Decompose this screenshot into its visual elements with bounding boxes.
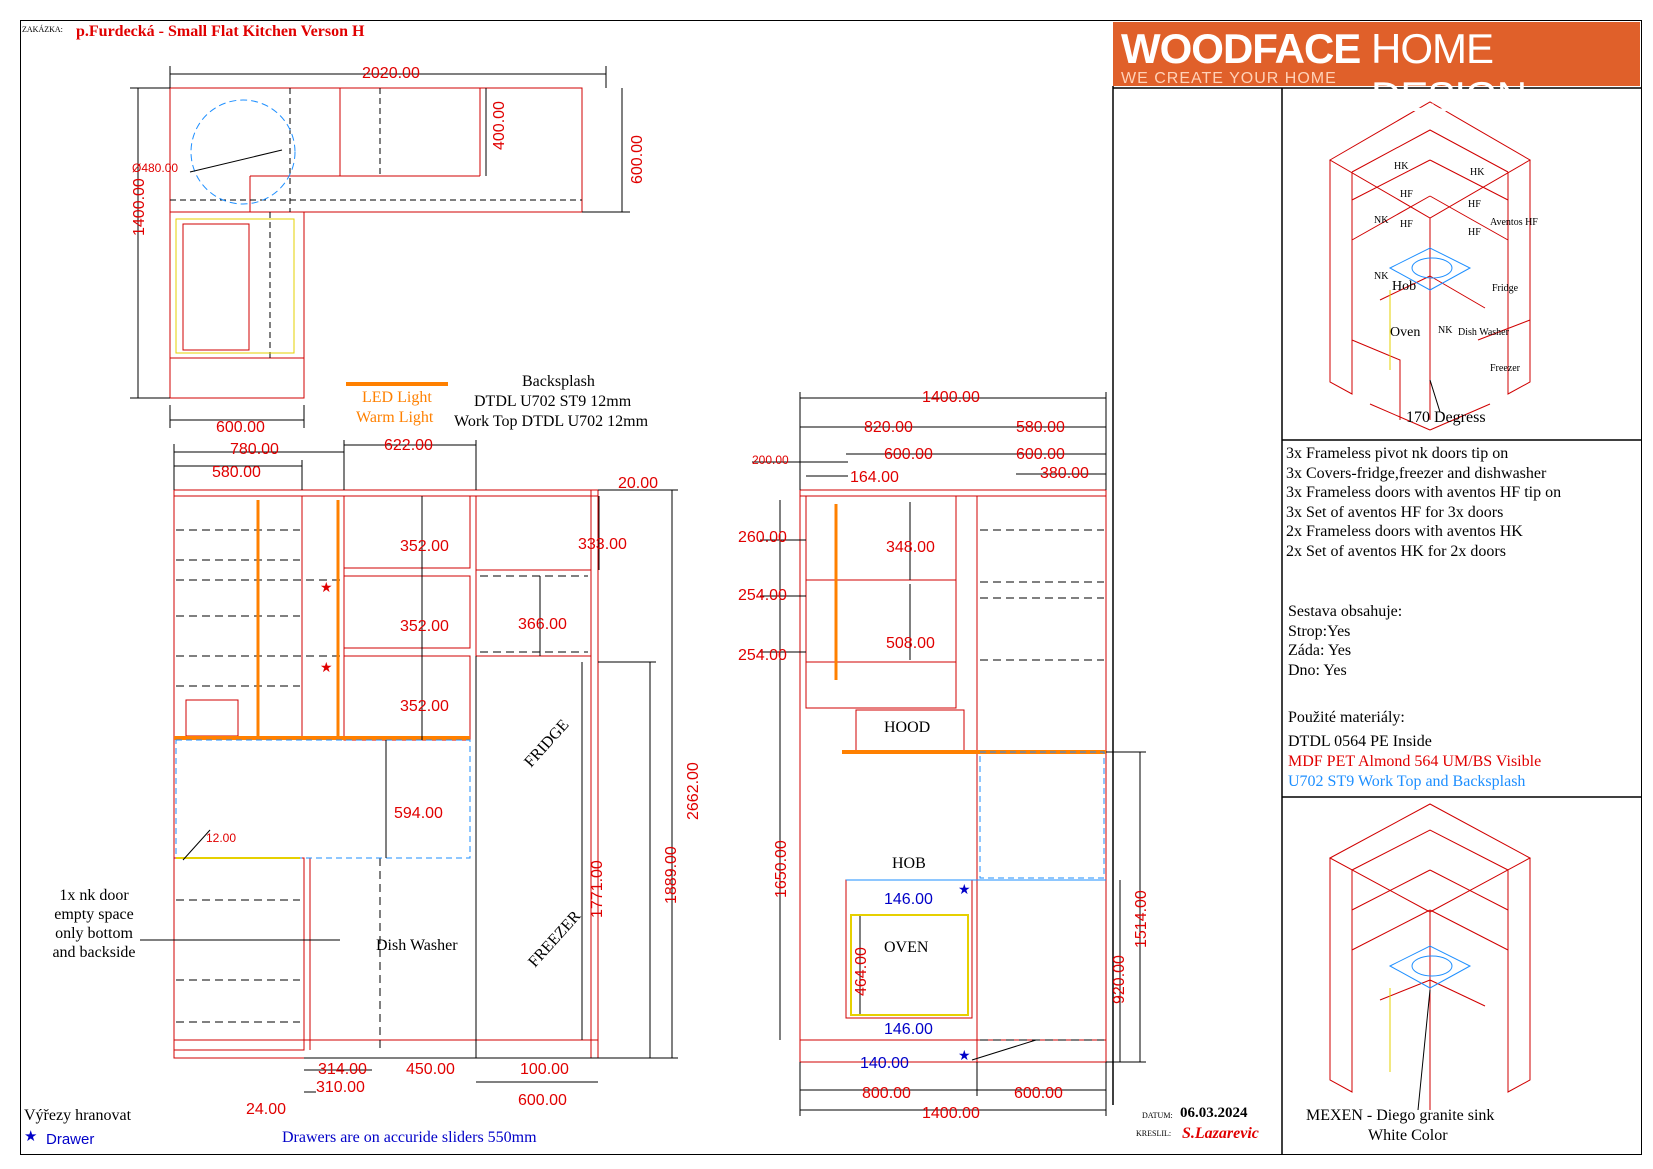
plan-depth-right: 600.00 (629, 135, 646, 184)
e2-dim-254-a: 254.00 (738, 587, 787, 604)
e1-dim-366: 366.00 (518, 616, 567, 633)
e2-dim-580: 580.00 (1016, 419, 1065, 436)
e1-dim-352-c: 352.00 (400, 698, 449, 715)
sink-outline (191, 100, 295, 204)
e1-dim-314: 314.00 (318, 1061, 367, 1078)
e1-dim-1771: 1771.00 (589, 860, 606, 918)
hob-outline (176, 219, 294, 353)
sestava-title: Sestava obsahuje: (1288, 603, 1403, 620)
worktop-material: Work Top DTDL U702 12mm (454, 413, 649, 430)
backsplash-label: Backsplash (522, 373, 595, 390)
drawer-star-e1-a: ★ (320, 581, 333, 596)
e2-dim-146-b: 146.00 (884, 1021, 933, 1038)
zakazka-label: ZAKÁZKA: (22, 25, 63, 34)
drawer-star-e2-a: ★ (958, 883, 971, 898)
drawer-star-e1-b: ★ (320, 661, 333, 676)
backsplash-material: DTDL U702 ST9 12mm (474, 393, 632, 410)
sink-caption: MEXEN - Diego granite sink (1306, 1107, 1495, 1124)
e2-dim-1400-top: 1400.00 (922, 389, 980, 406)
logo-slogan: WE CREATE YOUR HOME (1121, 70, 1337, 87)
spec-item: 3x Set of aventos HF for 3x doors (1286, 503, 1504, 521)
e2-dim-920: 920.00 (1111, 955, 1128, 1004)
dishwasher-label: Dish Washer (376, 937, 458, 954)
material-inside: DTDL 0564 PE Inside (1288, 733, 1432, 750)
elevation-1-hidden (176, 530, 588, 1050)
e1-dim-622: 622.00 (384, 437, 433, 454)
e2-dim-254-b: 254.00 (738, 647, 787, 664)
e1-dim-580: 580.00 (212, 464, 261, 481)
e2-dim-200: 200.00 (752, 453, 789, 467)
iso-label-hk-1: HK (1394, 161, 1409, 172)
spec-item: 2x Set of aventos HK for 2x doors (1286, 542, 1506, 560)
iso-label-hob: Hob (1392, 279, 1417, 294)
drawer-legend-star: ★ (24, 1129, 38, 1145)
fridge-label: FRIDGE (521, 716, 573, 771)
e2-dim-1650: 1650.00 (773, 840, 790, 898)
e1-dim-1889: 1889.00 (663, 846, 680, 904)
vyrezy-note: Výřezy hranovat (24, 1107, 132, 1124)
led-light-label: LED Light (362, 389, 432, 406)
e2-dim-164: 164.00 (850, 469, 899, 486)
iso-label-hk-2: HK (1470, 167, 1485, 178)
elevation-2-hidden (980, 530, 1104, 1040)
plan-view-hidden (170, 88, 582, 358)
e2-dim-508: 508.00 (886, 635, 935, 652)
e1-dim-352-b: 352.00 (400, 618, 449, 635)
plan-width-total: 2020.00 (362, 65, 420, 82)
spec-item: 2x Frameless doors with aventos HK (1286, 523, 1523, 540)
spec-item: 3x Frameless doors with aventos HF tip on (1286, 484, 1562, 501)
logo-brand-light: HOME DESIGN (1371, 25, 1527, 120)
kreslil-label: KRESLIL: (1136, 1129, 1172, 1138)
e1-dim-12: 12.00 (206, 831, 237, 845)
elevation-2-outline (800, 490, 1106, 1062)
drawer-legend-label: Drawer (46, 1131, 95, 1148)
spec-item: 3x Covers-fridge,freezer and dishwasher (1286, 464, 1547, 482)
drawer-star-e2-b: ★ (958, 1049, 971, 1064)
materials-title: Použité materiály: (1288, 709, 1405, 726)
logo-brand-bold: WOODFACE (1121, 25, 1361, 72)
iso-caption-170: 170 Degress (1406, 409, 1486, 426)
oven-label: OVEN (884, 939, 929, 956)
sestava-strop: Strop:Yes (1288, 622, 1351, 640)
sestava-dno: Dno: Yes (1288, 661, 1347, 679)
iso-label-hf-3: HF (1400, 219, 1413, 230)
iso-label-hf-2: HF (1468, 199, 1481, 210)
e1-dim-450: 450.00 (406, 1061, 455, 1078)
material-worktop: U702 ST9 Work Top and Backsplash (1288, 773, 1526, 790)
material-visible: MDF PET Almond 564 UM/BS Visible (1288, 753, 1542, 770)
e2-dim-146-a: 146.00 (884, 891, 933, 908)
sliders-note: Drawers are on accuride sliders 550mm (282, 1129, 537, 1146)
plan-view-outline (170, 88, 582, 398)
iso-label-dishwasher: Dish Washer (1458, 327, 1509, 338)
e2-dim-140: 140.00 (860, 1055, 909, 1072)
freezer-label: FREEZER (525, 907, 585, 971)
drawing-author: S.Lazarevic (1182, 1125, 1259, 1142)
warm-light-label: Warm Light (356, 409, 434, 426)
iso-label-oven: Oven (1390, 325, 1421, 340)
e1-dim-333: 333.00 (578, 536, 627, 553)
e1-dim-780: 780.00 (230, 441, 279, 458)
plan-width-left: 600.00 (216, 419, 265, 436)
nk-door-note: 1x nk door empty space only bottom and backside (52, 887, 136, 961)
e2-dim-1514: 1514.00 (1133, 890, 1150, 948)
e1-dim-600: 600.00 (518, 1092, 567, 1109)
plan-depth-top: 400.00 (491, 101, 508, 150)
e2-dim-260: 260.00 (738, 529, 787, 546)
iso-label-hf-1: HF (1400, 189, 1413, 200)
sestava-zada: Záda: Yes (1288, 642, 1352, 659)
spec-item: 3x Frameless pivot nk doors tip on (1286, 445, 1509, 462)
e2-dim-380: 380.00 (1040, 465, 1089, 482)
e1-dim-310: 310.00 (316, 1079, 365, 1096)
e1-dim-100: 100.00 (520, 1061, 569, 1078)
e2-dim-600-b: 600.00 (1016, 446, 1065, 463)
e2-dim-464: 464.00 (853, 947, 870, 996)
iso-label-fridge: Fridge (1492, 283, 1519, 294)
project-title: p.Furdecká - Small Flat Kitchen Verson H (76, 23, 365, 40)
datum-label: DATUM: (1142, 1111, 1173, 1120)
e1-dim-352-a: 352.00 (400, 538, 449, 555)
hood-label: HOOD (884, 719, 931, 736)
iso-label-nk-2: NK (1374, 271, 1389, 282)
e1-dim-24: 24.00 (246, 1101, 287, 1118)
hob-label: HOB (892, 855, 926, 872)
e2-dim-1400-bottom: 1400.00 (922, 1105, 980, 1122)
iso-label-nk-1: NK (1374, 215, 1389, 226)
iso-label-freezer: Freezer (1490, 363, 1520, 374)
e2-dim-600-c: 600.00 (1014, 1085, 1063, 1102)
sink-color-caption: White Color (1368, 1127, 1448, 1144)
e1-dim-20: 20.00 (618, 475, 659, 492)
e2-dim-800: 800.00 (862, 1085, 911, 1102)
spec-items (1286, 444, 1561, 561)
iso-label-aventos-hf: Aventos HF (1490, 217, 1538, 228)
e2-dim-348: 348.00 (886, 539, 935, 556)
sink-diameter: Ø480.00 (132, 161, 179, 175)
drawing-date: 06.03.2024 (1180, 1105, 1248, 1121)
e2-dim-600-a: 600.00 (884, 446, 933, 463)
company-logo (1113, 22, 1640, 120)
sestava-block (1288, 602, 1402, 680)
e1-dim-594: 594.00 (394, 805, 443, 822)
e2-dim-820: 820.00 (864, 419, 913, 436)
e1-dim-2662: 2662.00 (685, 762, 702, 820)
iso-view-2 (1330, 804, 1530, 1110)
iso-label-nk-3: NK (1438, 325, 1453, 336)
plan-height-total: 1400.00 (131, 178, 148, 236)
iso-label-hf-4: HF (1468, 227, 1481, 238)
